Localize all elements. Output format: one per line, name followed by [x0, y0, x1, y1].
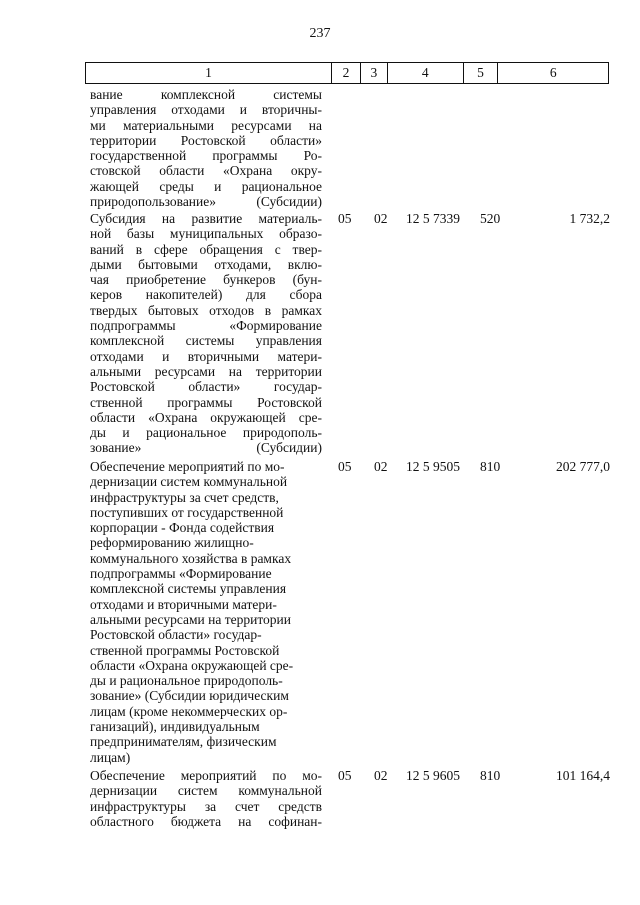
header-col-4: 4	[388, 63, 464, 83]
amount: 1 732,2	[569, 211, 610, 226]
amount: 202 777,0	[556, 459, 610, 474]
target-article-code: 12 5 9505	[406, 459, 460, 474]
header-col-1: 1	[86, 63, 332, 83]
page-number: 237	[309, 26, 331, 41]
target-article-code: 12 5 7339	[406, 211, 460, 226]
section-code: 05	[338, 211, 352, 226]
row-description: Обеспечение мероприятий по мо- дернизации систем коммунальной инфраструктуры за счет средств областного бюджета на софинан-	[90, 768, 322, 829]
header-col-3: 3	[361, 63, 388, 83]
expense-type-code: 810	[480, 768, 501, 783]
target-article-code: 12 5 9605	[406, 768, 460, 783]
row-description: Субсидия на развитие материаль- ной базы муниципальных образо- ваний в сфере обращения с твер- дыми бытовыми отходами, вклю- чая приобретение бункеров (бун- керов накопителей) для сбора твердых бытовых отходов в рамках подпрограммы «Формирование комплексной системы управления отходами и вторичными матери- альными ресурсами на территории Ростовской области» государ- ственной программы Ростовской области «Охрана окружающей сре- ды и рациональное природополь- зование» (Субсидии)	[90, 211, 322, 456]
subsection-code: 02	[374, 211, 388, 226]
subsection-code: 02	[374, 459, 388, 474]
amount: 101 164,4	[556, 768, 610, 783]
subsection-code: 02	[374, 768, 388, 783]
row-description: вание комплексной системы управления отходами и вторичны- ми материальными ресурсами на территории Ростовской области» государственной программы Ро- стовской области «Охрана окру- жающей среды и рациональное природопользование» (Субсидии)	[90, 87, 322, 210]
section-code: 05	[338, 768, 352, 783]
expense-type-code: 520	[480, 211, 501, 226]
header-col-6: 6	[549, 65, 557, 80]
section-code: 05	[338, 459, 352, 474]
header-col-2: 2	[332, 63, 361, 83]
header-col-5: 5	[464, 63, 499, 83]
table-header	[85, 62, 609, 84]
row-description: Обеспечение мероприятий по мо- дернизации систем коммунальной инфраструктуры за счет средств, поступивших от государственной корпорации - Фонда содействия реформированию жилищно- коммунального хозяйства в рамках подпрограммы «Формирование комплексной системы управления отходами и вторичными матери- альными ресурсами на территории Ростовской области» государ- ственной программы Ростовской области «Охрана окружающей сре- ды и рациональное природополь- зование» (Субсидии юридическим лицам (кроме некоммерческих ор- ганизаций), индивидуальным предпринимателям, физическим лицам)	[90, 459, 294, 765]
expense-type-code: 810	[480, 459, 501, 474]
